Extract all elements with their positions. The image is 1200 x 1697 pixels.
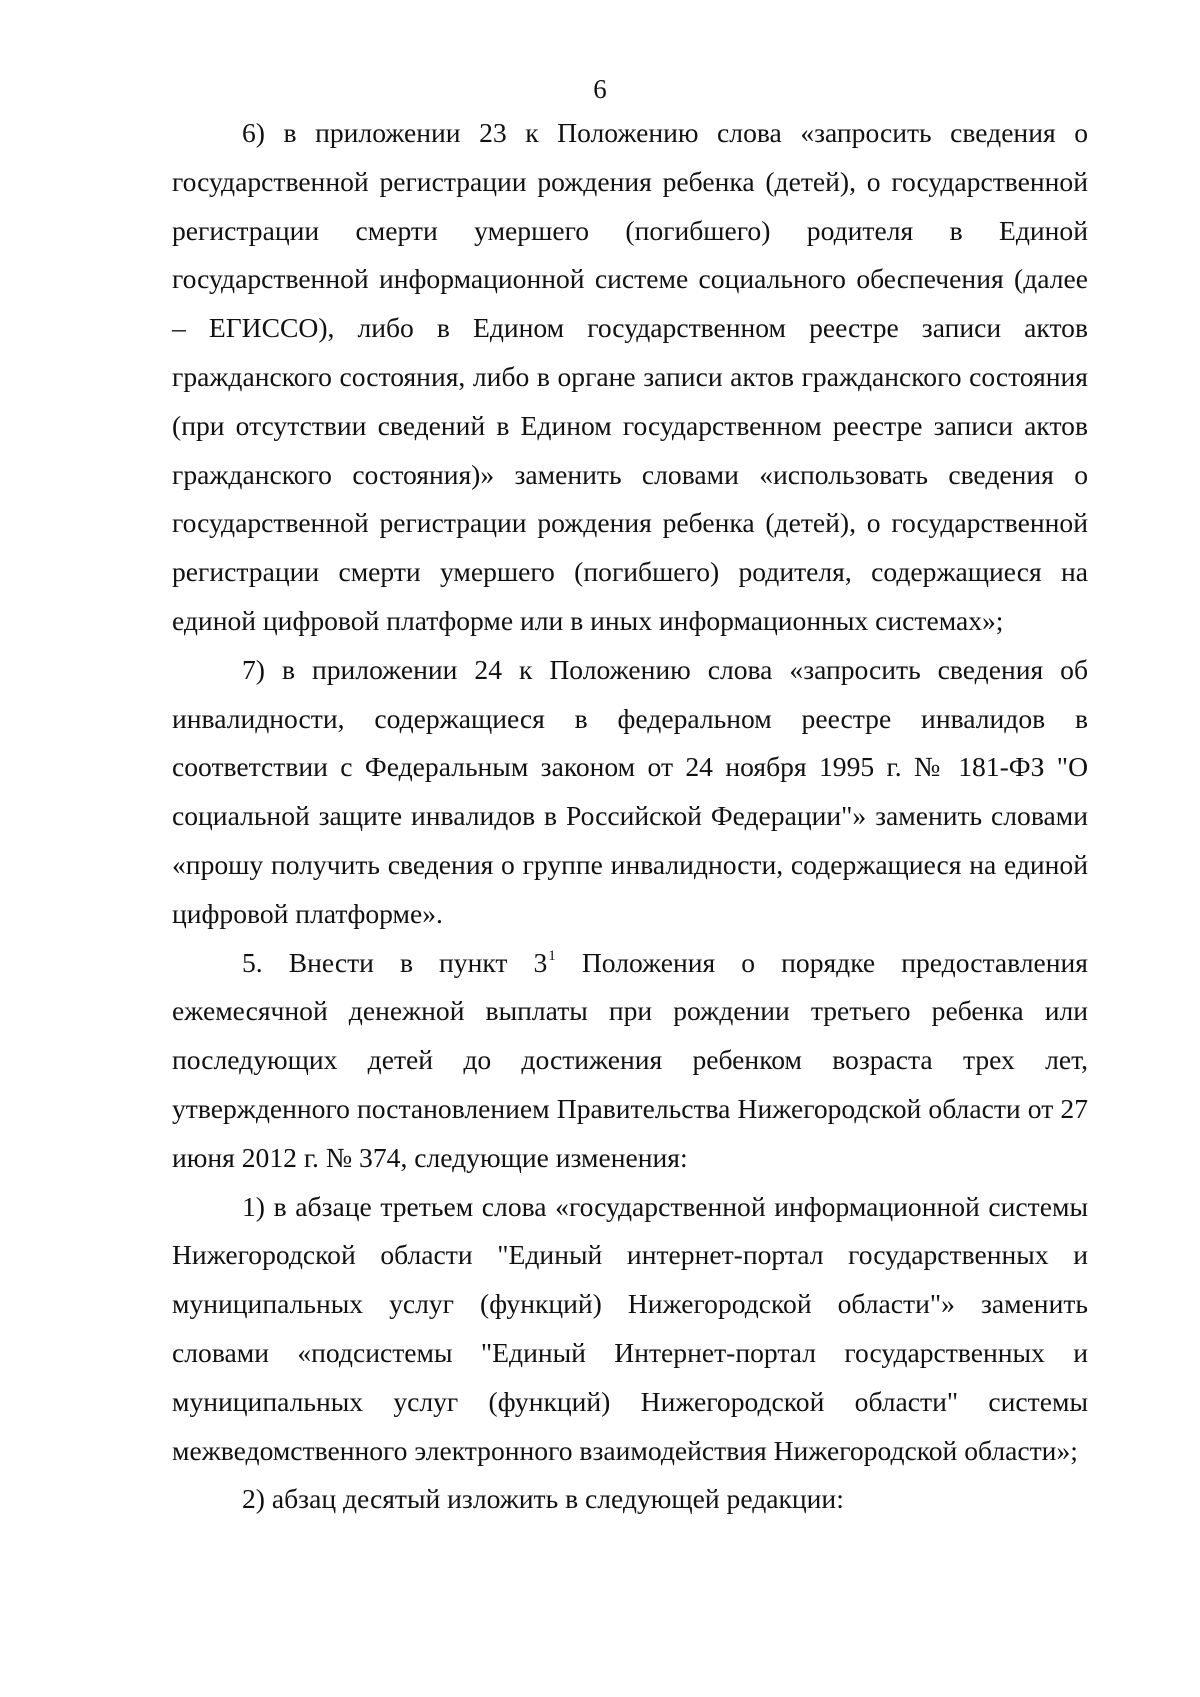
paragraph-point-5 — [172, 939, 1088, 1183]
paragraph-point-5-text-before: 5. Внести в пункт 3 — [242, 946, 548, 978]
paragraph-item-6: 6) в приложении 23 к Положению слова «запросить сведения о государственной регистрации рождения ребенка (детей), о государственной регистрации смерти умершего (погибшего) родителя в Единой государственной информационной системе социального обеспечения (далее – ЕГИССО), либо в Едином государственном реестре записи актов гражданского состояния, либо в органе записи актов гражданского состояния (при отсутствии сведений в Едином государственном реестре записи актов гражданского состояния)» заменить словами «использовать сведения о государственной регистрации рождения ребенка (детей), о государственной регистрации смерти умершего (погибшего) родителя, содержащиеся на единой цифровой платформе или в иных информационных системах»; — [172, 117, 1088, 636]
document-body — [172, 109, 1088, 1524]
paragraph-item-2: 2) абзац десятый изложить в следующей редакции: — [242, 1483, 844, 1515]
superscript-mark: 1 — [548, 947, 556, 964]
paragraph-point-5-text-after: Положения о порядке предоставления ежемесячной денежной выплаты при рождении третьего ребенка или последующих детей до достижения ребенком возраста трех лет, утвержденного постановлением Правительства Нижегородской области от 27 июня 2012 г. № 374, следующие изменения: — [172, 946, 1088, 1173]
paragraph-item-7: 7) в приложении 24 к Положению слова «запросить сведения об инвалидности, содержащиеся в федеральном реестре инвалидов в соответствии с Федеральным законом от 24 ноября 1995 г. № 181-ФЗ "О социальной защите инвалидов в Российской Федерации"» заменить словами «прошу получить сведения о группе инвалидности, содержащиеся на единой цифровой платформе». — [172, 653, 1088, 929]
page-number: 6 — [593, 74, 607, 104]
paragraph-item-1: 1) в абзаце третьем слова «государственной информационной системы Нижегородской области "Единый интернет-портал государственных и муниципальных услуг (функций) Нижегородской области"» заменить словами «подсистемы "Единый Интернет-портал государственных и муниципальных услуг (функций) Нижегородской области" системы межведомственного электронного взаимодействия Нижегородской области»; — [172, 1190, 1088, 1466]
